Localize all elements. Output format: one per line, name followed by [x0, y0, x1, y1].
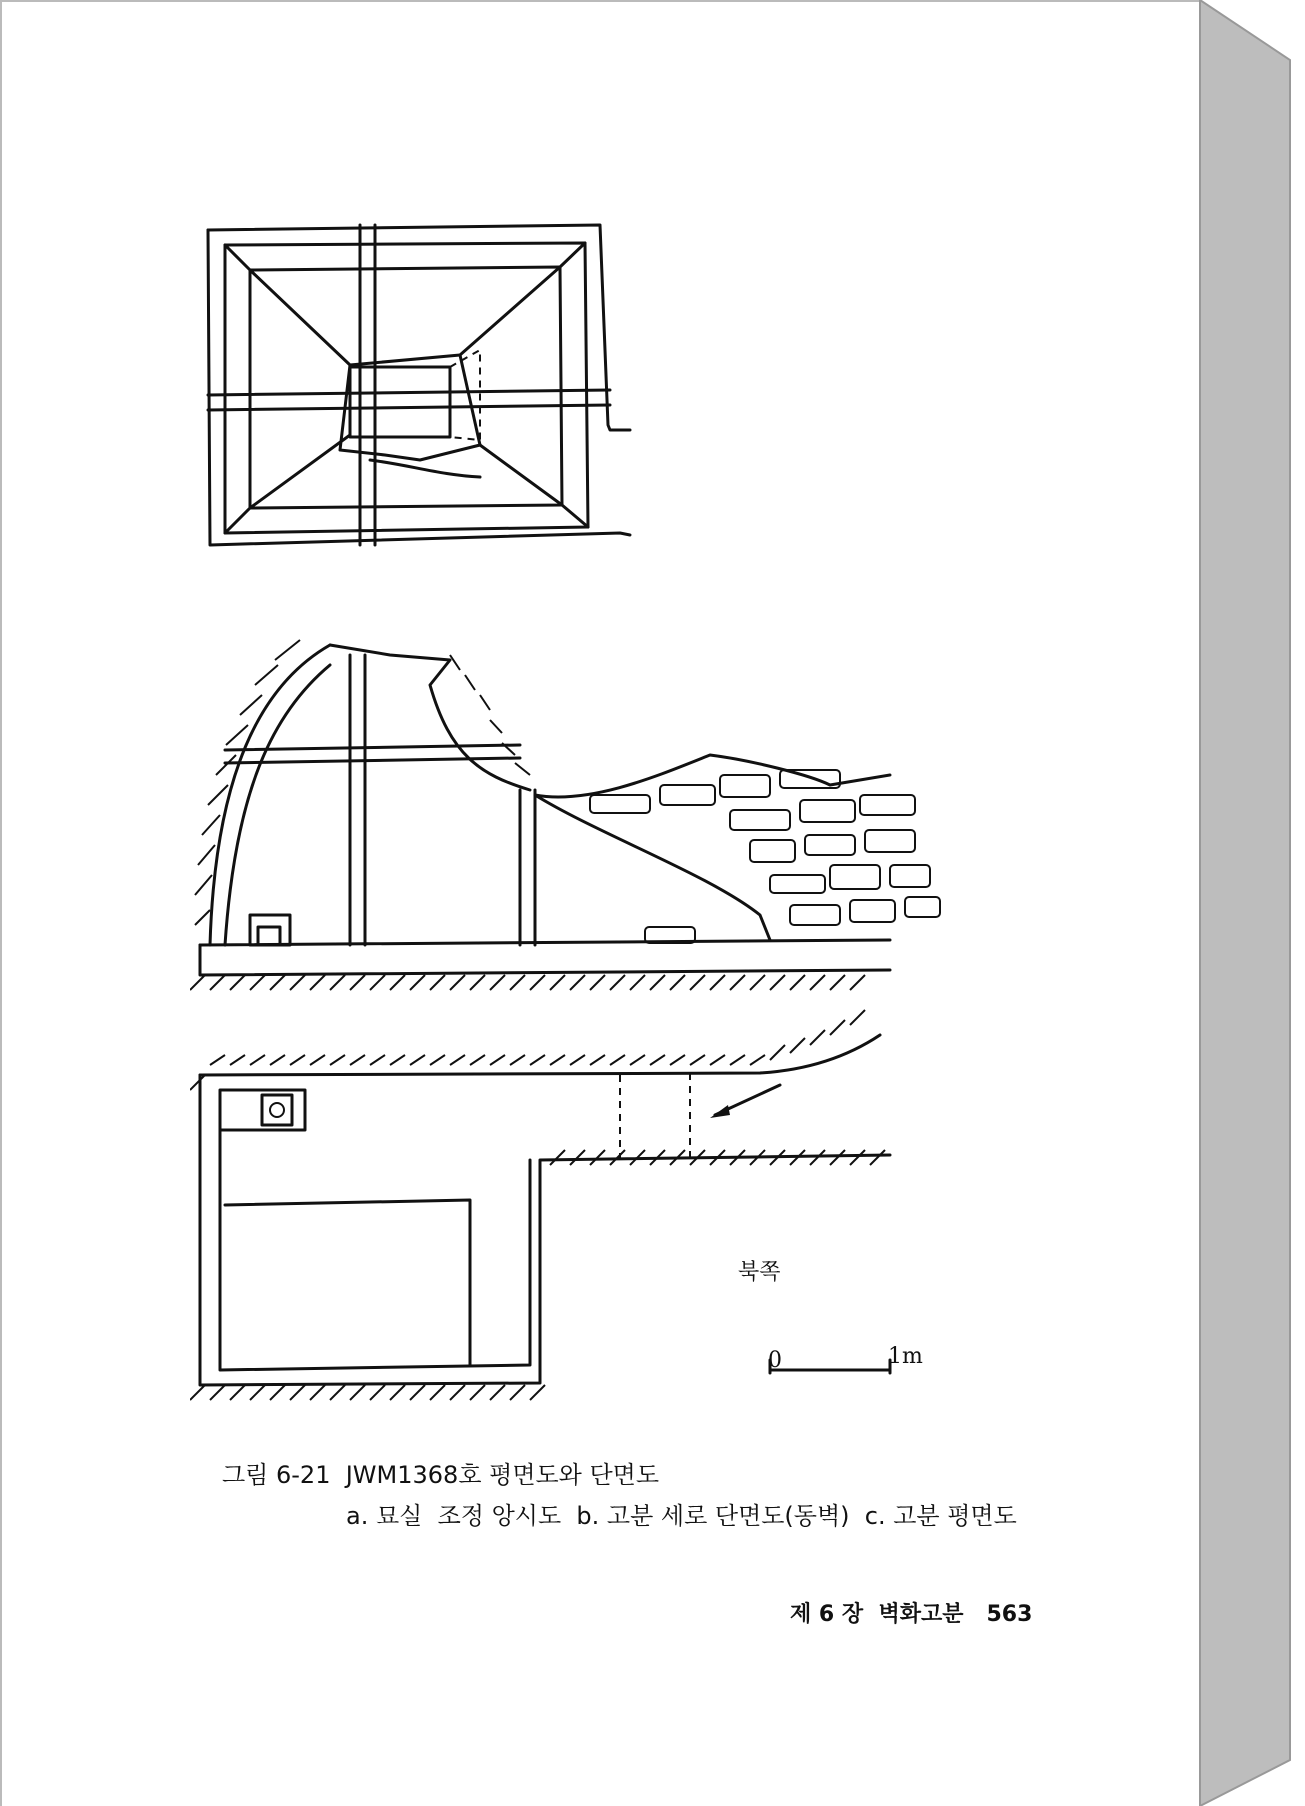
- section-view-b: [190, 640, 940, 990]
- chapter-title: 제 6 장 벽화고분: [790, 1602, 964, 1627]
- tomb-drawing: [190, 215, 1070, 1435]
- scale-start-label: 0: [768, 1348, 782, 1373]
- plan-view-c: [190, 1010, 890, 1400]
- page-number: 563: [986, 1602, 1033, 1627]
- figure-caption-title: 그림 6-21 JWM1368호 평면도와 단면도: [222, 1461, 660, 1489]
- figure-caption-subtitle: a. 묘실 조정 앙시도 b. 고분 세로 단면도(동벽) c. 고분 평면도: [346, 1502, 1017, 1530]
- scale-end-label: 1m: [888, 1344, 923, 1369]
- page-footer: [790, 1597, 1032, 1628]
- ceiling-view-a: [208, 225, 630, 545]
- north-label: 북쪽: [738, 1260, 781, 1285]
